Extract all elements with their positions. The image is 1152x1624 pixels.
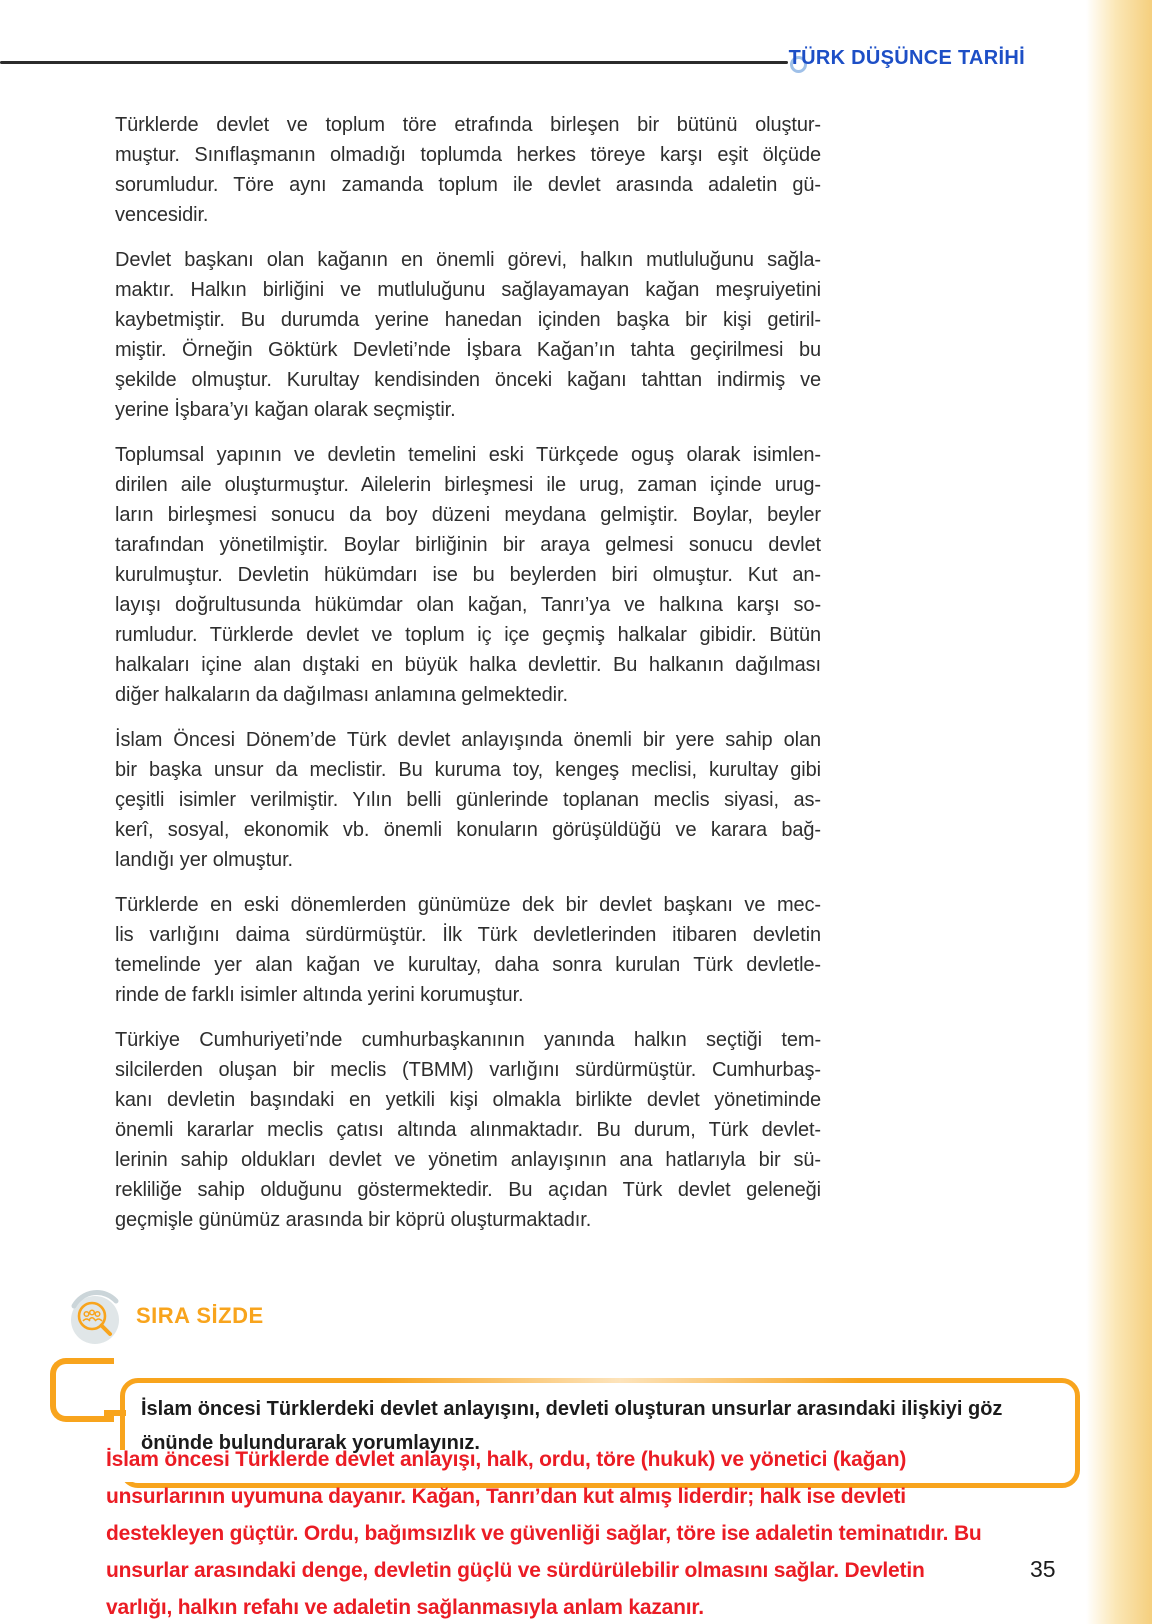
body-text-line: temelinde yer alan kağan ve kurultay, daha sonra kurulan Türk devletle-: [115, 954, 821, 976]
body-text-line: tarafından yönetilmiştir. Boylar birliğinin bir araya gelmesi sonucu devlet: [115, 534, 821, 556]
body-text-line: kurulmuştur. Devletin hükümdarı ise bu beylerden biri olmuştur. Kut an-: [115, 564, 821, 586]
body-text-line: Türklerde devlet ve toplum töre etrafında birleşen bir bütünü oluştur-: [115, 114, 821, 136]
body-text-line: dirilen aile oluşturmuştur. Ailelerin birleşmesi ile urug, zaman içinde urug-: [115, 474, 821, 496]
body-text-line: çeşitli isimler verilmiştir. Yılın belli günlerinde toplanan meclis siyasi, as-: [115, 789, 821, 811]
body-text-line: kanı devletin başındaki en yetkili kişi olmakla birlikte devlet yönetiminde: [115, 1089, 821, 1111]
body-text-line: landığı yer olmuştur.: [115, 849, 293, 871]
body-text-line: miştir. Örneğin Göktürk Devleti’nde İşbara Kağan’ın tahta geçirilmesi bu: [115, 339, 821, 361]
answer-annotation: [106, 1441, 1106, 1624]
sira-sizde-label: SIRA SİZDE: [136, 1303, 264, 1328]
people-magnifier-icon: [64, 1288, 124, 1348]
body-paragraph: [115, 890, 821, 1010]
body-paragraph: [115, 725, 821, 875]
answer-text-line: unsurlar arasındaki denge, devletin güçlü ve sürdürülebilir olmasını sağlar. Devletin: [106, 1559, 925, 1582]
question-text-line: önünde bulundurarak yorumlayınız.: [141, 1432, 480, 1454]
body-text-line: rinde de farklı isimler altında yerini korumuştur.: [115, 984, 524, 1006]
body-text-line: şekilde olmuştur. Kurultay kendisinden önceki kağanı tahttan indirmiş ve: [115, 369, 821, 391]
body-text-line: muştur. Sınıflaşmanın olmadığı toplumda herkes töreye karşı eşit ölçüde: [115, 144, 821, 166]
body-text-line: layışı doğrultusunda hükümdar olan kağan, Tanrı’ya ve halkına karşı so-: [115, 594, 821, 616]
question-box-fade: [380, 1374, 860, 1388]
body-text-line: rumludur. Türklerde devlet ve toplum iç içe geçmiş halkalar gibidir. Bütün: [115, 624, 821, 646]
body-text-line: vencesidir.: [115, 204, 209, 226]
answer-text-line: varlığı, halkın refahı ve adaletin sağlanmasıyla anlam kazanır.: [106, 1596, 704, 1619]
chapter-title: TÜRK DÜŞÜNCE TARİHİ: [788, 47, 1025, 69]
body-text-line: rekliliğe sahip olduğunu göstermektedir. Bu açıdan Türk devlet geleneği: [115, 1179, 821, 1201]
page-edge-decoration: [1086, 0, 1152, 1624]
body-paragraph: [115, 1025, 821, 1235]
body-text-line: kaybetmiştir. Bu durumda yerine hanedan içinden başka bir kişi getiril-: [115, 309, 821, 331]
page-number: 35: [1030, 1556, 1056, 1582]
answer-text-line: unsurlarının uyumuna dayanır. Kağan, Tanrı’dan kut almış liderdir; halk ise devleti: [106, 1485, 906, 1508]
body-text-line: sorumludur. Töre aynı zamanda toplum ile devlet arasında adaletin gü-: [115, 174, 821, 196]
body-text-line: kerî, sosyal, ekonomik vb. önemli konuların görüşüldüğü ve karara bağ-: [115, 819, 821, 841]
body-text-line: geçmişle günümüz arasında bir köprü oluşturmaktadır.: [115, 1209, 592, 1231]
body-paragraph: [115, 440, 821, 710]
body-text-line: maktır. Halkın birliğini ve mutluluğunu sağlayamayan kağan meşruiyetini: [115, 279, 821, 301]
body-text-line: silcilerden oluşan bir meclis (TBMM) varlığını sürdürmüştür. Cumhurbaş-: [115, 1059, 821, 1081]
body-text-line: halkaları içine alan dıştaki en büyük halka devlettir. Bu halkanın dağılması: [115, 654, 821, 676]
article-body: [115, 110, 821, 1250]
body-text-line: lis varlığını daima sürdürmüştür. İlk Türk devletlerinden itibaren devletin: [115, 924, 821, 946]
body-text-line: ların birleşmesi sonucu da boy düzeni meydana gelmiştir. Boylar, beyler: [115, 504, 821, 526]
body-text-line: Toplumsal yapının ve devletin temelini eski Türkçede oguş olarak isimlen-: [115, 444, 821, 466]
body-text-line: İslam Öncesi Dönem’de Türk devlet anlayışında önemli bir yere sahip olan: [115, 729, 821, 751]
body-text-line: yerine İşbara’yı kağan olarak seçmiştir.: [115, 399, 456, 421]
body-text-line: bir başka unsur da meclistir. Bu kuruma toy, kengeş meclisi, kurultay gibi: [115, 759, 821, 781]
body-text-line: önemli kararlar meclis çatısı altında alınmaktadır. Bu durum, Türk devlet-: [115, 1119, 821, 1141]
header-rule: [0, 61, 788, 64]
body-paragraph: [115, 110, 821, 230]
question-text-line: İslam öncesi Türklerdeki devlet anlayışını, devleti oluşturan unsurlar arasındaki ilişkiyi göz: [141, 1398, 1003, 1420]
answer-text-line: destekleyen güçtür. Ordu, bağımsızlık ve güvenliği sağlar, töre ise adaletin teminatıdır. Bu: [106, 1522, 982, 1545]
body-text-line: lerinin sahip oldukları devlet ve yönetim anlayışının ana hatlarıyla bir sü-: [115, 1149, 821, 1171]
body-text-line: diğer halkaların da dağılması anlamına gelmektedir.: [115, 684, 568, 706]
body-text-line: Türklerde en eski dönemlerden günümüze dek bir devlet başkanı ve mec-: [115, 894, 821, 916]
answer-text-line: İslam öncesi Türklerde devlet anlayışı, halk, ordu, töre (hukuk) ve yönetici (kağan): [106, 1448, 907, 1471]
body-text-line: Devlet başkanı olan kağanın en önemli görevi, halkın mutluluğunu sağla-: [115, 249, 821, 271]
body-text-line: Türkiye Cumhuriyeti’nde cumhurbaşkanının yanında halkın seçtiği tem-: [115, 1029, 821, 1051]
body-paragraph: [115, 245, 821, 425]
